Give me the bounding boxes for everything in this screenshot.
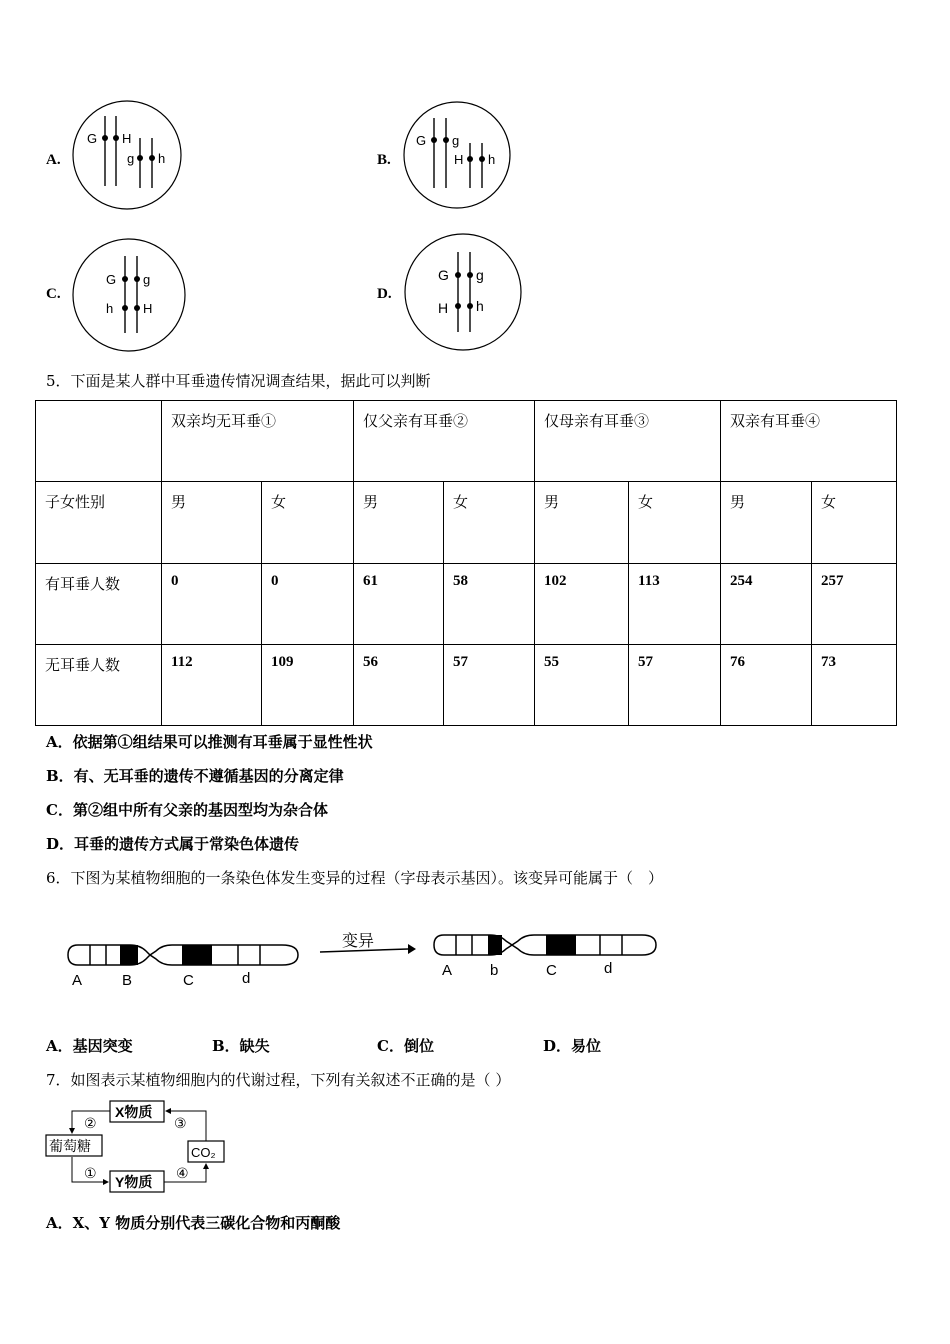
table-cell: 女	[444, 482, 535, 563]
table-row	[36, 401, 897, 482]
gene-label: A	[72, 972, 83, 989]
glucose-label: 葡萄糖	[49, 1138, 91, 1154]
table-cell: 男	[162, 482, 262, 563]
chromosome-before	[68, 945, 298, 989]
row-label: 子女性别	[36, 482, 162, 563]
gene-label: H	[454, 152, 464, 167]
gene-label: G	[106, 272, 117, 287]
gene-label: h	[158, 151, 166, 166]
gene-label: h	[488, 152, 496, 167]
table-cell: 57	[444, 644, 535, 725]
gene-label: B	[122, 972, 133, 989]
q7-option-a: A．X、Y 物质分别代表三碳化合物和丙酮酸	[46, 1214, 341, 1232]
gene-label: G	[87, 131, 98, 146]
chromosome-variation-diagram	[60, 925, 670, 995]
gene-label: H	[122, 131, 132, 146]
gene-label: H	[438, 300, 449, 316]
gene-label: G	[438, 267, 449, 283]
question-5-stem: 5．下面是某人群中耳垂遗传情况调查结果，据此可以判断	[46, 372, 431, 390]
gene-label: g	[143, 272, 151, 287]
row-label: 无耳垂人数	[36, 644, 162, 725]
cell-diagram-b	[400, 98, 515, 213]
q6-option-b: B．缺失	[212, 1037, 270, 1055]
group-header: 仅父亲有耳垂②	[354, 401, 535, 482]
table-cell: 女	[629, 482, 721, 563]
arrow-label: 变异	[342, 933, 375, 950]
table-cell: 57	[629, 644, 721, 725]
step-1: ①	[84, 1165, 97, 1181]
table-row	[36, 482, 897, 563]
option-c-label: C.	[46, 286, 61, 302]
cell-diagram-a	[70, 98, 190, 213]
table-row	[36, 563, 897, 644]
step-2: ②	[84, 1115, 97, 1131]
table-corner-cell	[36, 401, 162, 482]
table-cell: 76	[721, 644, 812, 725]
gene-label: d	[242, 970, 251, 987]
gene-label: C	[546, 962, 557, 979]
group-header: 仅母亲有耳垂③	[535, 401, 721, 482]
table-cell: 男	[535, 482, 629, 563]
table-cell: 73	[812, 644, 897, 725]
option-d-label: D.	[377, 286, 392, 302]
question-7-stem: 7．如图表示某植物细胞内的代谢过程，下列有关叙述不正确的是（ ）	[46, 1071, 511, 1089]
q6-option-d: D．易位	[543, 1037, 602, 1055]
table-cell: 61	[354, 563, 444, 644]
table-cell: 女	[262, 482, 354, 563]
option-b-label: B.	[377, 152, 391, 168]
table-cell: 254	[721, 563, 812, 644]
cell-diagram-d	[402, 230, 527, 355]
group-header: 双亲均无耳垂①	[162, 401, 354, 482]
row-label: 有耳垂人数	[36, 563, 162, 644]
step-3: ③	[174, 1115, 187, 1131]
y-substance-label: Y物质	[115, 1174, 153, 1190]
chromosome-after	[434, 935, 656, 979]
gene-label: g	[127, 151, 135, 166]
q6-option-c: C．倒位	[377, 1037, 434, 1055]
question-6-stem: 6．下图为某植物细胞的一条染色体发生变异的过程（字母表示基因）。该变异可能属于（ ）	[46, 869, 664, 887]
table-cell: 58	[444, 563, 535, 644]
gene-label: g	[476, 267, 484, 283]
table-row	[36, 644, 897, 725]
x-substance-label: X物质	[115, 1104, 153, 1120]
gene-label: h	[476, 298, 484, 314]
earlobe-survey-table	[35, 400, 897, 726]
table-cell: 0	[262, 563, 354, 644]
variation-arrow	[320, 932, 416, 954]
option-a-label: A.	[46, 152, 61, 168]
group-header: 双亲有耳垂④	[721, 401, 897, 482]
table-cell: 女	[812, 482, 897, 563]
table-cell: 112	[162, 644, 262, 725]
table-cell: 男	[721, 482, 812, 563]
q5-option-d: D．耳垂的遗传方式属于常染色体遗传	[46, 835, 300, 853]
gene-label: g	[452, 133, 460, 148]
table-cell: 113	[629, 563, 721, 644]
gene-label: C	[183, 972, 194, 989]
table-cell: 55	[535, 644, 629, 725]
co2-label: CO₂	[191, 1145, 216, 1160]
q5-option-c: C．第②组中所有父亲的基因型均为杂合体	[46, 801, 328, 819]
table-cell: 102	[535, 563, 629, 644]
gene-label: G	[416, 133, 427, 148]
step-4: ④	[176, 1165, 189, 1181]
q5-option-b: B．有、无耳垂的遗传不遵循基因的分离定律	[46, 767, 344, 785]
gene-label: H	[143, 301, 153, 316]
q6-option-a: A．基因突变	[46, 1037, 133, 1055]
cell-diagram-c	[70, 236, 190, 356]
table-cell: 男	[354, 482, 444, 563]
metabolism-cycle-diagram	[44, 1098, 230, 1198]
gene-label: h	[106, 301, 114, 316]
gene-label: b	[490, 962, 499, 979]
table-cell: 257	[812, 563, 897, 644]
table-cell: 0	[162, 563, 262, 644]
gene-label: A	[442, 962, 453, 979]
q5-option-a: A．依据第①组结果可以推测有耳垂属于显性性状	[46, 733, 373, 751]
table-cell: 56	[354, 644, 444, 725]
gene-label: d	[604, 960, 613, 977]
table-cell: 109	[262, 644, 354, 725]
